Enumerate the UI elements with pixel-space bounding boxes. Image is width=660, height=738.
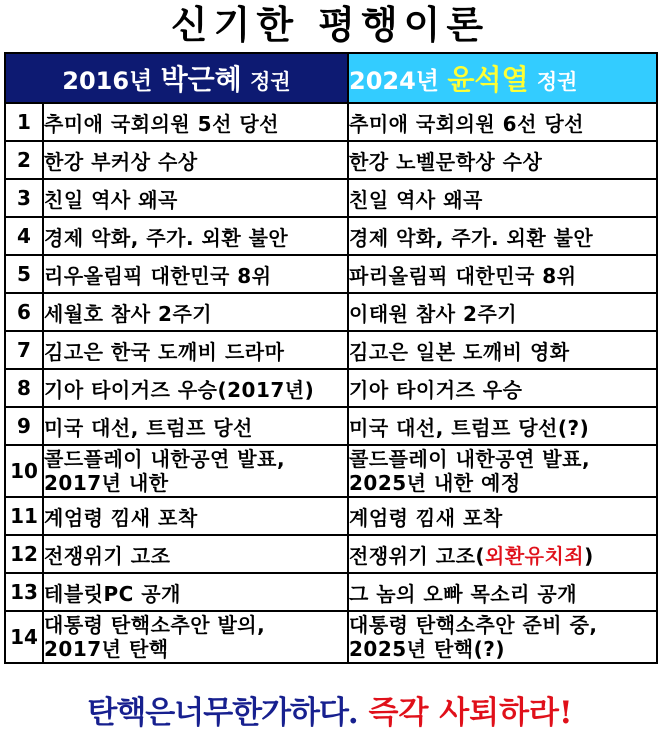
row-number: 2 <box>5 141 43 179</box>
cell-2024 <box>348 141 657 179</box>
cell-2016 <box>43 611 348 663</box>
cell-2016 <box>43 331 348 369</box>
cell-2024-line: 계엄령 낌새 포착 <box>349 505 503 530</box>
footer-slogan <box>0 690 660 736</box>
cell-2016-line: 2017년 탄핵 <box>44 637 169 661</box>
table-row <box>5 255 657 293</box>
table-row <box>5 535 657 573</box>
footer-part1: 탄핵은너무한가하다. <box>87 695 358 731</box>
cell-2016 <box>43 293 348 331</box>
cell-2024-line: 2025년 탄핵(?) <box>349 637 505 661</box>
cell-2024-line: 기아 타이거즈 우승 <box>349 377 523 402</box>
table-row <box>5 369 657 407</box>
cell-2016 <box>43 497 348 535</box>
header-right-year: 2024년 <box>349 67 439 95</box>
cell-2024-line: 추미애 국회의원 6선 당선 <box>349 111 585 136</box>
cell-2016 <box>43 407 348 445</box>
row-number: 12 <box>5 535 43 573</box>
page-title: 신기한 평행이론 <box>170 2 490 47</box>
cell-2024 <box>348 331 657 369</box>
cell-2016-line: 기아 타이거즈 우승(2017년) <box>44 377 315 402</box>
row-number: 5 <box>5 255 43 293</box>
table-row <box>5 445 657 497</box>
table-row <box>5 611 657 663</box>
cell-2016 <box>43 573 348 611</box>
comparison-table <box>4 52 658 664</box>
cell-2024 <box>348 293 657 331</box>
cell-2016-line: 2017년 내한 <box>44 471 169 495</box>
cell-2024 <box>348 573 657 611</box>
cell-2024-line: 이태원 참사 2주기 <box>349 301 518 326</box>
cell-2016-line: 전쟁위기 고조 <box>44 543 171 568</box>
header-left-year: 2016년 <box>62 67 153 95</box>
row-number: 11 <box>5 497 43 535</box>
cell-2016 <box>43 103 348 141</box>
cell-2016-line: 추미애 국회의원 5선 당선 <box>44 111 280 136</box>
cell-2016-line: 계엄령 낌새 포착 <box>44 505 198 530</box>
cell-2016 <box>43 445 348 497</box>
cell-2024-line: 대통령 탄핵소추안 준비 중, <box>349 613 598 637</box>
table-row <box>5 293 657 331</box>
cell-2024-line: 친일 역사 왜곡 <box>349 187 483 212</box>
cell-2024-line: 김고은 일본 도깨비 영화 <box>349 339 570 364</box>
table-row <box>5 497 657 535</box>
cell-2024 <box>348 179 657 217</box>
table-header-row <box>5 53 657 103</box>
header-left-suffix: 정권 <box>250 70 291 94</box>
cell-2016-line: 미국 대선, 트럼프 당선 <box>44 415 253 440</box>
cell-2024-text-end: ) <box>584 543 594 568</box>
table-row <box>5 141 657 179</box>
cell-2024-line: 2025년 내한 예정 <box>349 471 521 495</box>
row-number: 8 <box>5 369 43 407</box>
cell-2024-line: 한강 노벨문학상 수상 <box>349 149 543 174</box>
table-row <box>5 103 657 141</box>
header-2016-park <box>5 53 348 103</box>
cell-2024 <box>348 407 657 445</box>
header-right-suffix: 정권 <box>536 70 578 94</box>
cell-2024-line: 그 놈의 오빠 목소리 공개 <box>349 581 578 606</box>
cell-2024-line: 콜드플레이 내한공연 발표, <box>349 447 591 471</box>
header-right-name: 윤석열 <box>447 63 529 96</box>
table-row <box>5 407 657 445</box>
header-left-name: 박근혜 <box>160 63 242 96</box>
cell-2016 <box>43 217 348 255</box>
cell-2016 <box>43 535 348 573</box>
cell-2024 <box>348 445 657 497</box>
cell-2016-line: 친일 역사 왜곡 <box>44 187 178 212</box>
cell-2016-line: 세월호 참사 2주기 <box>44 301 213 326</box>
cell-2024-line: 파리올림픽 대한민국 8위 <box>349 263 577 288</box>
cell-2024-highlight: 외환유치죄 <box>485 543 585 568</box>
row-number: 14 <box>5 611 43 663</box>
cell-2024 <box>348 103 657 141</box>
cell-2024 <box>348 535 657 573</box>
cell-2024-line: 미국 대선, 트럼프 당선(?) <box>349 415 590 440</box>
cell-2024 <box>348 497 657 535</box>
cell-2024-text: 전쟁위기 고조( <box>349 543 486 568</box>
row-number: 3 <box>5 179 43 217</box>
cell-2024 <box>348 369 657 407</box>
row-number: 7 <box>5 331 43 369</box>
cell-2016-line: 김고은 한국 도깨비 드라마 <box>44 339 285 364</box>
cell-2016 <box>43 179 348 217</box>
table-row <box>5 217 657 255</box>
cell-2016-line: 테블릿PC 공개 <box>44 581 181 606</box>
row-number: 9 <box>5 407 43 445</box>
row-number: 6 <box>5 293 43 331</box>
row-number: 13 <box>5 573 43 611</box>
cell-2024 <box>348 611 657 663</box>
table-row <box>5 331 657 369</box>
cell-2016-line: 콜드플레이 내한공연 발표, <box>44 447 286 471</box>
cell-2024 <box>348 255 657 293</box>
cell-2016 <box>43 141 348 179</box>
cell-2024 <box>348 217 657 255</box>
cell-2016-line: 한강 부커상 수상 <box>44 149 198 174</box>
cell-2016-line: 리우올림픽 대한민국 8위 <box>44 263 272 288</box>
header-2024-yoon <box>348 53 657 103</box>
row-number: 1 <box>5 103 43 141</box>
cell-2016 <box>43 369 348 407</box>
cell-2016-line: 대통령 탄핵소추안 발의, <box>44 613 266 637</box>
table-row <box>5 573 657 611</box>
cell-2016 <box>43 255 348 293</box>
row-number: 4 <box>5 217 43 255</box>
row-number: 10 <box>5 445 43 497</box>
cell-2016-line: 경제 악화, 주가. 외환 불안 <box>44 225 289 250</box>
footer-part2: 즉각 사퇴하라! <box>368 695 573 731</box>
cell-2024-line: 경제 악화, 주가. 외환 불안 <box>349 225 594 250</box>
table-row <box>5 179 657 217</box>
